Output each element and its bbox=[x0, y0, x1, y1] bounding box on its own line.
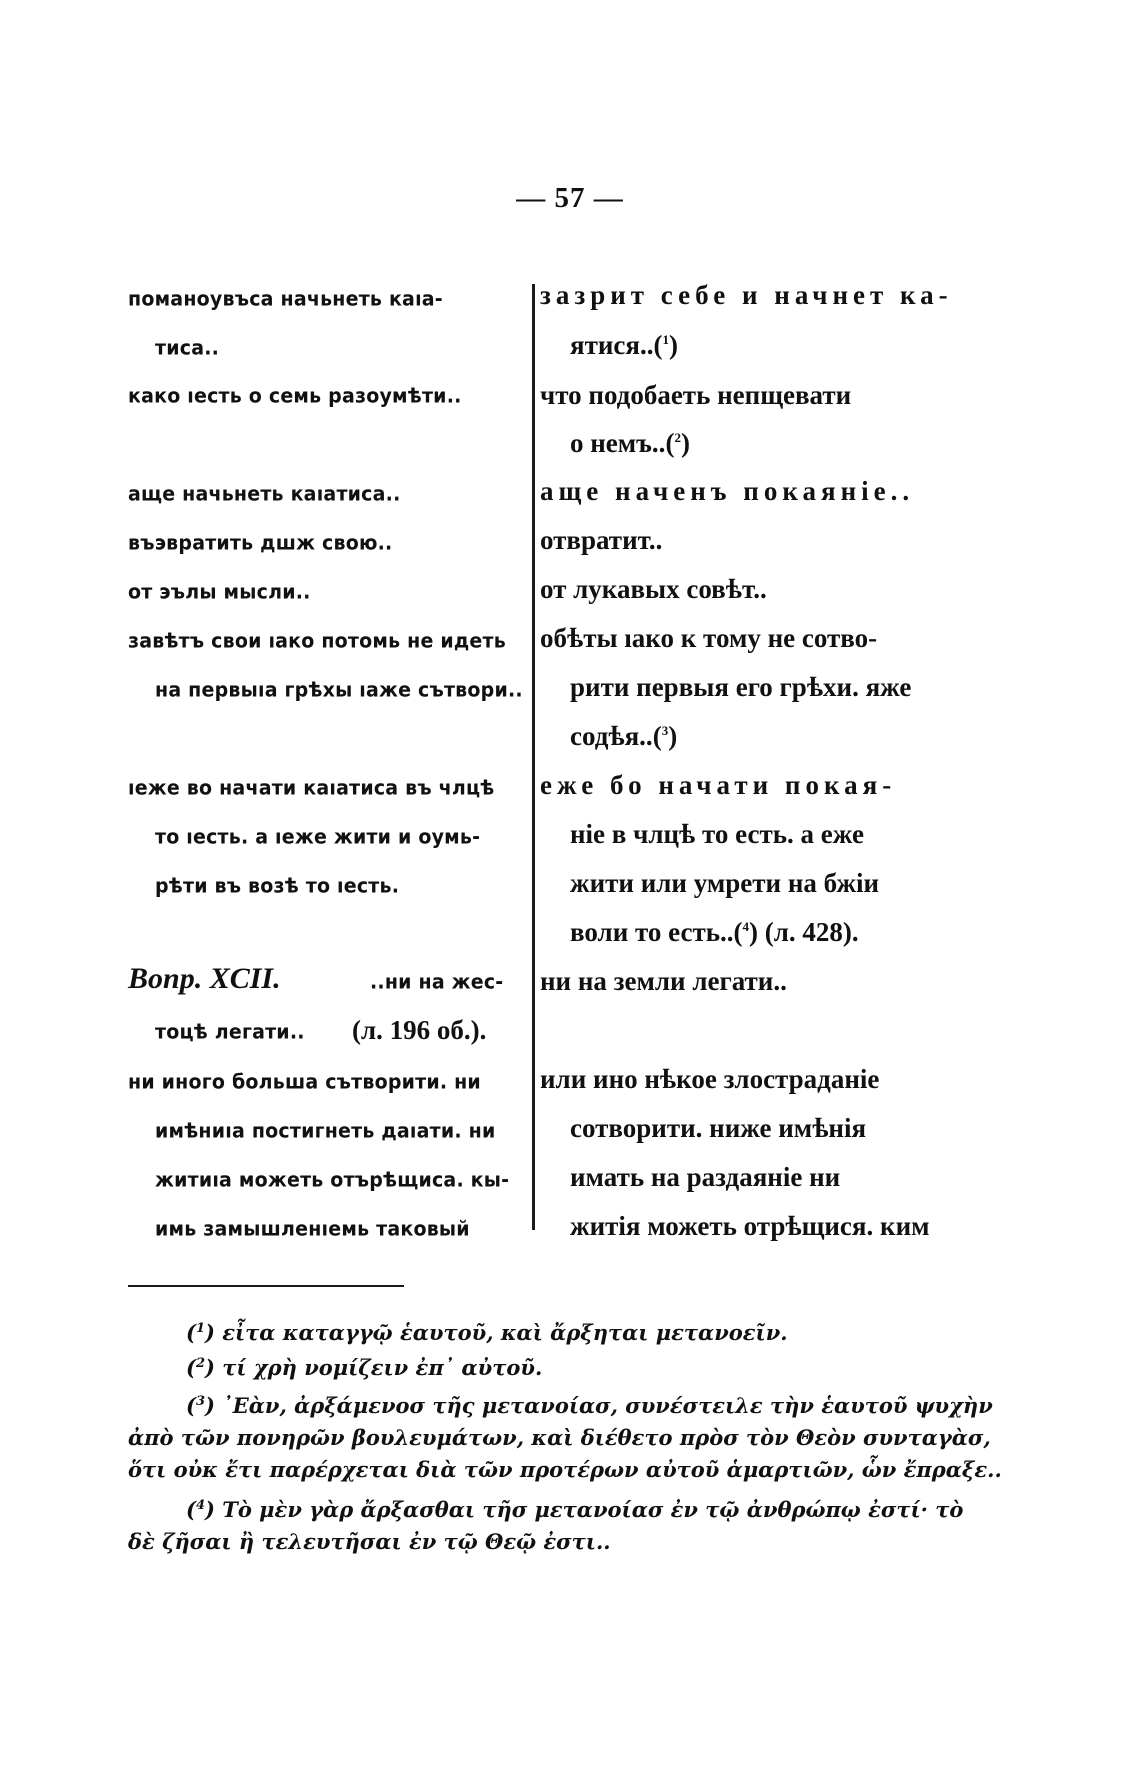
footnote-2: ($^2$) τί χρὴ νομίζειν ἐπ᾿ αὐτοῦ. bbox=[186, 1355, 543, 1380]
left-line-2: тиса.. bbox=[155, 336, 220, 360]
left-line-15: имѣниıа постигнеть даıати. ни bbox=[155, 1119, 496, 1143]
footnote-4-text-a: Τὸ μὲν γὰρ ἄρξασθαι τῆσ μετανοίασ ἐν τῷ ἀνθρώπῳ ἐστί· τὸ bbox=[222, 1497, 964, 1522]
left-line-12: ..ни на жес- bbox=[370, 970, 504, 994]
footnote-ref-2: 2 bbox=[674, 430, 681, 445]
left-line-16: житиıа можеть отърѣщиса. кы- bbox=[155, 1168, 510, 1192]
right-line-3: что подобаеть непщевати bbox=[540, 380, 852, 410]
left-line-13: тоцѣ легати.. bbox=[155, 1020, 305, 1044]
right-line-17: сотворити. ниже имѣнія bbox=[570, 1113, 867, 1143]
right-line-8: обѣты ıако к тому не сотво- bbox=[540, 623, 878, 653]
left-line-8: на первыıа грѣхы ıаже сътвори.. bbox=[155, 678, 523, 702]
footnote-1: ($^1$) εἶτα καταγγῷ ἑαυτοῦ, καὶ ἄρξηται μετανοεῖν. bbox=[186, 1320, 788, 1345]
left-line-14: ни иного больша сътворити. ни bbox=[128, 1070, 481, 1094]
right-line-10: содѣя..($^3$) bbox=[570, 721, 678, 751]
left-line-1: поманоувъса начьнеть каıа- bbox=[128, 287, 443, 311]
footnote-4-mark: 4 bbox=[195, 1498, 205, 1513]
left-line-5: въэвратить дшж свою.. bbox=[128, 531, 393, 555]
footnote-3-text-a: ᾿Εὰν, ἀρξάμενοσ τῆς μετανοίασ, συνέστειλε τὴν ἑαυτοῦ ψυχὴν bbox=[222, 1393, 993, 1418]
right-line-1: зазрит себе и начнет ка- bbox=[540, 280, 953, 310]
right-line-16: или ино нѣкое злостраданіе bbox=[540, 1064, 880, 1094]
right-line-4: о немъ..($^2$) bbox=[570, 428, 690, 458]
right-folio-reference: (л. 428). bbox=[764, 917, 859, 947]
right-line-15: ни на земли легати.. bbox=[540, 966, 787, 996]
footnote-3-line-2: ἀπὸ τῶν πονηρῶν βουλευμάτων, καὶ διέθετο πρὸσ τὸν Θεὸν συνταγὰσ, bbox=[128, 1425, 991, 1450]
footnote-rule bbox=[128, 1285, 404, 1287]
right-line-7: от лукавых совѣт.. bbox=[540, 574, 767, 604]
footnote-3-mark: 3 bbox=[195, 1394, 205, 1409]
footnote-ref-4: 4 bbox=[742, 919, 749, 934]
right-line-2-text: ятися.. bbox=[570, 330, 654, 360]
left-folio-reference: (л. 196 об.). bbox=[352, 1015, 487, 1045]
left-line-6: от эълы мысли.. bbox=[128, 580, 311, 604]
left-line-4: аще начьнеть каıатиса.. bbox=[128, 482, 401, 506]
left-line-9: ıеже во начати каıатиса въ члцѣ bbox=[128, 776, 495, 800]
right-line-18: имать на раздаяніе ни bbox=[570, 1162, 841, 1192]
right-line-4-text: о немъ.. bbox=[570, 428, 666, 458]
right-line-11: еже бо начати покая- bbox=[540, 770, 897, 800]
left-line-3: како ıесть о семь разоумѣти.. bbox=[128, 384, 462, 408]
right-line-14-text: воли то есть.. bbox=[570, 917, 734, 947]
footnote-1-mark: 1 bbox=[195, 1321, 205, 1336]
question-label: Вопр. XCII. bbox=[128, 962, 281, 995]
right-line-19: житія можеть отрѣщися. ким bbox=[570, 1211, 930, 1241]
footnote-2-mark: 2 bbox=[195, 1356, 205, 1371]
footnote-1-text: εἶτα καταγγῷ ἑαυτοῦ, καὶ ἄρξηται μετανοεῖν. bbox=[222, 1320, 788, 1345]
right-line-12: ніе в члцѣ то есть. а еже bbox=[570, 819, 864, 849]
footnote-ref-1: 1 bbox=[662, 332, 670, 347]
right-line-10-text: содѣя.. bbox=[570, 721, 653, 751]
right-line-5: аще наченъ покаяніе.. bbox=[540, 476, 915, 506]
footnote-4: ($^4$) Τὸ μὲν γὰρ ἄρξασθαι τῆσ μετανοίασ ἐν τῷ ἀνθρώπῳ ἐστί· τὸ bbox=[186, 1497, 964, 1522]
left-line-10: то ıесть. а ıеже жити и оумь- bbox=[155, 825, 481, 849]
footnote-3: ($^3$) ᾿Εὰν, ἀρξάμενοσ τῆς μετανοίασ, συνέστειλε τὴν ἑαυτοῦ ψυχὴν bbox=[186, 1393, 993, 1418]
right-line-14: воли то есть..($^4$) (л. 428). bbox=[570, 917, 859, 947]
left-line-7: завѣтъ свои ıако потомь не идеть bbox=[128, 629, 506, 653]
footnote-4-line-2: δὲ ζῆσαι ἢ τελευτῆσαι ἐν τῷ Θεῷ ἐστι.. bbox=[128, 1529, 611, 1554]
left-line-17: имь замышленıемь таковый bbox=[155, 1217, 470, 1241]
footnote-2-text: τί χρὴ νομίζειν ἐπ᾿ αὐτοῦ. bbox=[222, 1355, 543, 1380]
column-divider bbox=[532, 284, 535, 1230]
right-line-2: ятися..($^1$) bbox=[570, 330, 679, 360]
page-number: — 57 — bbox=[516, 182, 624, 214]
right-line-9: рити первыя его грѣхи. яже bbox=[570, 672, 912, 702]
footnote-ref-3: 3 bbox=[661, 723, 669, 738]
left-line-11: рѣти въ возѣ то ıесть. bbox=[155, 874, 400, 898]
right-line-6: отвратит.. bbox=[540, 525, 663, 555]
footnote-3-line-3: ὅτι οὐκ ἔτι παρέρχεται διὰ τῶν προτέρων αὐτοῦ ἁμαρτιῶν, ὧν ἔπραξε.. bbox=[128, 1457, 1002, 1482]
right-line-13: жити или умрети на бжіи bbox=[570, 868, 880, 898]
